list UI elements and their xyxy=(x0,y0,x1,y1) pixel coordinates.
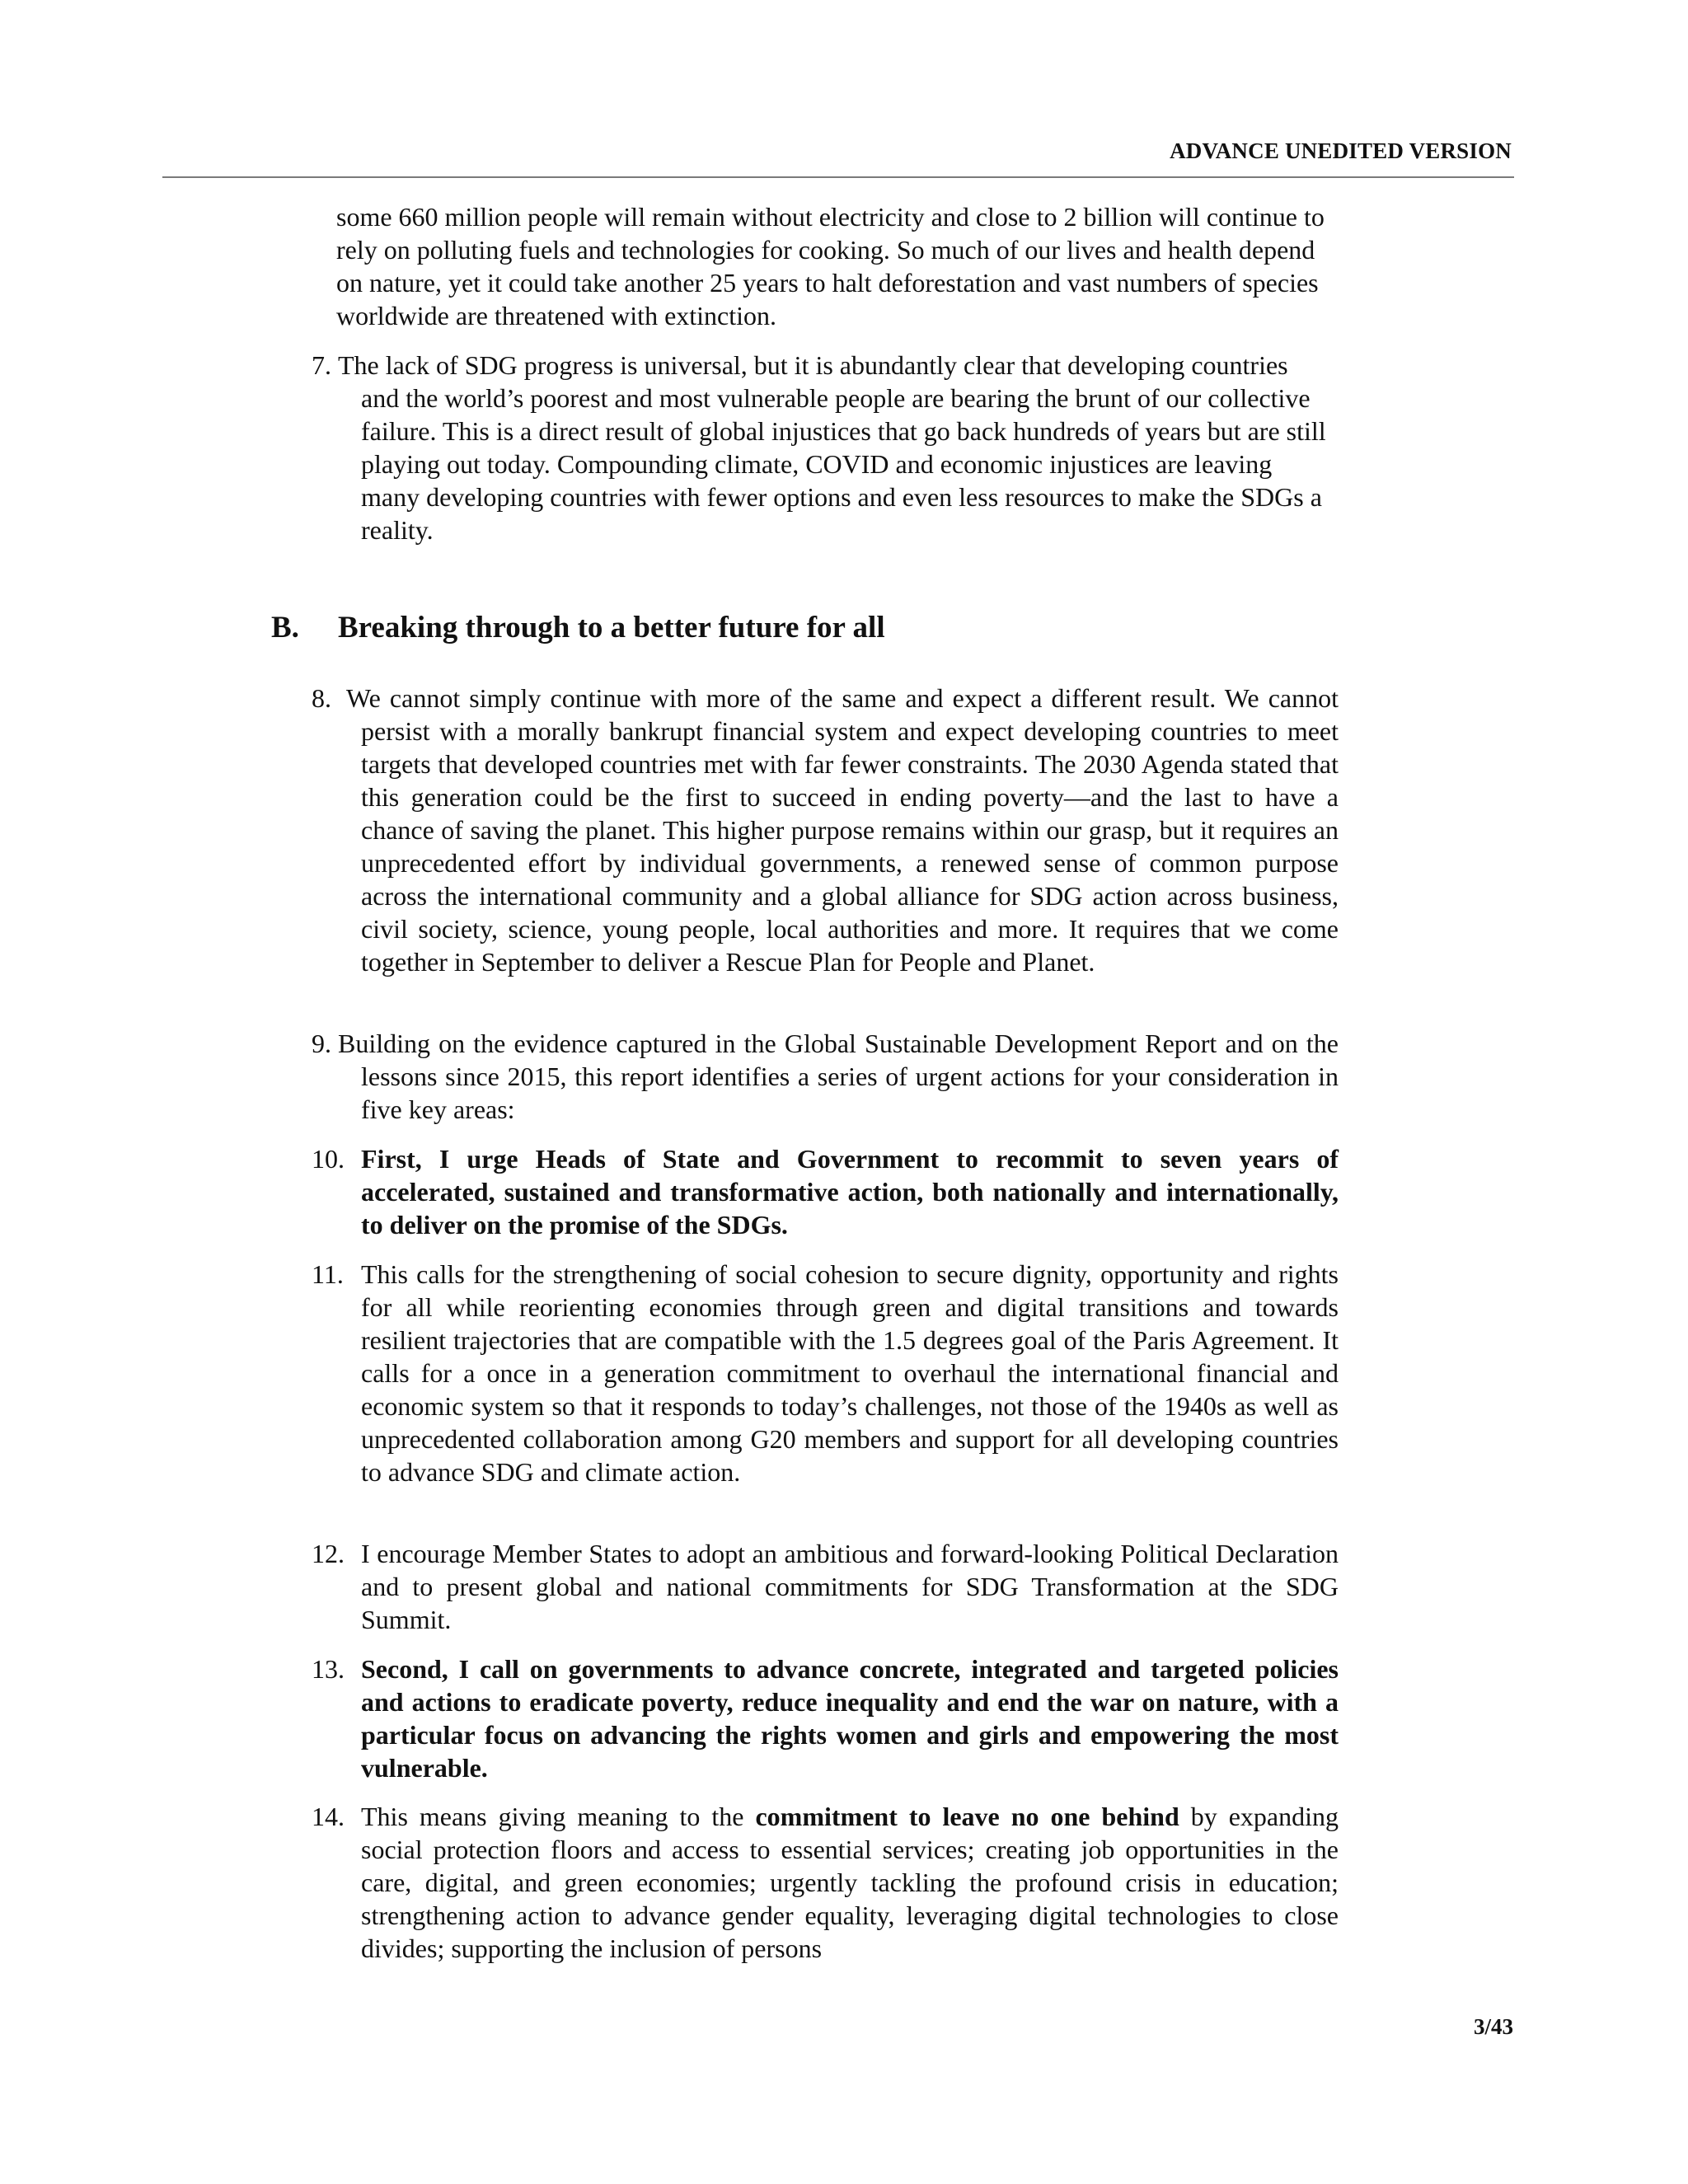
paragraph-13: Second, I call on governments to advance concrete, integrated and targeted policies and actions to eradicate poverty, reduce inequality and end the war on nature, with a particular focus on advancing the rights women and girls and empowering the most vulnerable. xyxy=(361,1654,1339,1783)
paragraph-14 xyxy=(361,1800,1339,1965)
header-divider xyxy=(162,176,1514,178)
paragraph-6-continuation: some 660 million people will remain without electricity and close to 2 billion will continue to rely on polluting fuels and technologies for cooking. So much of our lives and health depend on nature, yet it could take another 25 years to halt deforestation and vast numbers of species worldwide are threatened with extinction. xyxy=(336,202,1325,330)
document-version-label: ADVANCE UNEDITED VERSION xyxy=(1170,138,1512,163)
paragraph-8-number: 8. xyxy=(312,683,331,713)
paragraph-7-number: 7. xyxy=(312,350,331,380)
paragraph-9: Building on the evidence captured in the Global Sustainable Development Report and on the lessons since 2015, this report identifies a series of urgent actions for your consideration in five key areas: xyxy=(338,1029,1339,1124)
paragraph-8: We cannot simply continue with more of the same and expect a different result. We cannot persist with a morally bankrupt financial system and expect developing countries to meet targets that developed countries met with far fewer constraints. The 2030 Agenda stated that this generation could be the first to succeed in ending poverty—and the last to have a chance of saving the planet. This higher purpose remains within our grasp, but it requires an unprecedented effort by individual governments, a renewed sense of common purpose across the international community and a global alliance for SDG action across business, civil society, science, young people, local authorities and more. It requires that we come together in September to deliver a Rescue Plan for People and Planet. xyxy=(346,683,1339,977)
section-heading xyxy=(271,610,885,646)
paragraph-14-rest: by expanding social protection floors and access to essential services; creating job opportunities in the care, digital, and green economies; urgently tackling the profound crisis in education; strengthening action to advance gender equality, leveraging digital technologies to close divides; supporting the inclusion of persons xyxy=(361,1802,1339,1963)
paragraph-11: This calls for the strengthening of social cohesion to secure dignity, opportunity and rights for all while reorienting economies through green and digital transitions and towards resilient trajectories that are compatible with the 1.5 degrees goal of the Paris Agreement. It calls for a once in a generation commitment to overhaul the international financial and economic system so that it responds to today’s challenges, not those of the 1940s as well as unprecedented collaboration among G20 members and support for all developing countries to advance SDG and climate action. xyxy=(361,1259,1339,1487)
paragraph-12: I encourage Member States to adopt an ambitious and forward-looking Political Declaration and to present global and national commitments for SDG Transformation at the SDG Summit. xyxy=(361,1539,1339,1634)
paragraph-14-emphasis: commitment to leave no one behind xyxy=(755,1802,1179,1831)
paragraph-12-number: 12. xyxy=(312,1539,345,1568)
paragraph-14-lead: This means giving meaning to the xyxy=(361,1802,756,1831)
paragraph-13-number: 13. xyxy=(312,1654,345,1684)
section-letter: B. xyxy=(271,611,299,644)
paragraph-7: The lack of SDG progress is universal, but it is abundantly clear that developing countries and the world’s poorest and most vulnerable people are bearing the brunt of our collective failure. This is a direct result of global injustices that go back hundreds of years but are still playing out today. Compounding climate, COVID and economic injustices are leaving many developing countries with fewer options and even less resources to make the SDGs a reality. xyxy=(338,350,1326,545)
paragraph-9-number: 9. xyxy=(312,1029,331,1058)
page-number: 3/43 xyxy=(1473,2014,1513,2039)
paragraph-11-number: 11. xyxy=(312,1259,344,1289)
paragraph-10-number: 10. xyxy=(312,1144,345,1174)
section-title: Breaking through to a better future for all xyxy=(338,611,885,644)
paragraph-14-number: 14. xyxy=(312,1802,345,1831)
paragraph-10: First, I urge Heads of State and Government to recommit to seven years of accelerated, sustained and transformative action, both nationally and internationally, to deliver on the promise of the SDGs. xyxy=(361,1144,1339,1240)
